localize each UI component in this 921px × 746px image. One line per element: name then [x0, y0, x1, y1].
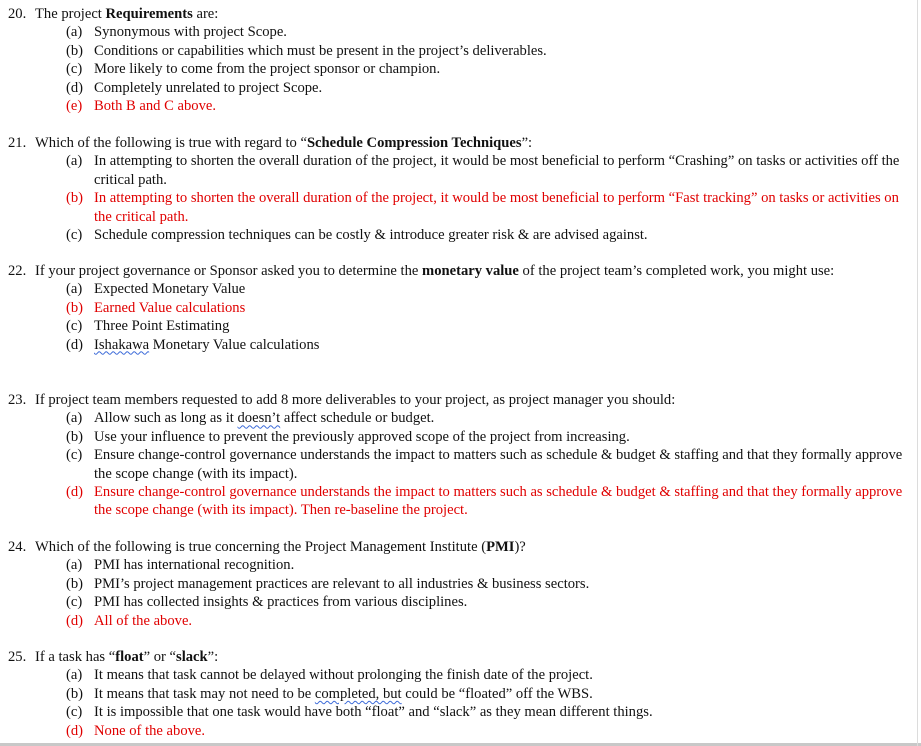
- question-stem: [8, 262, 907, 280]
- text-run: PMI’s project management practices are relevant to all industries & business sectors.: [94, 575, 590, 592]
- text-run: Allow such as long as it: [94, 410, 238, 427]
- answer-option-correct: [34, 299, 907, 317]
- answer-option: [34, 280, 907, 298]
- answer-option: [34, 556, 907, 574]
- text-run: Expected Monetary Value: [94, 281, 246, 298]
- text-run: Completely unrelated to project Scope.: [94, 79, 323, 96]
- option-label: (d): [66, 336, 84, 353]
- text-run: In attempting to shorten the overall duration of the project, it would be most beneficial to perform “Crashing” on tasks or activities off the critical path.: [94, 153, 900, 188]
- answer-option: [34, 593, 907, 611]
- text-run: Ensure change-control governance understands the impact to matters such as schedule & budget & staffing and that they formally approve the scope change (with its impact).: [94, 447, 903, 482]
- question-23: [8, 391, 907, 520]
- text-run: Earned Value calculations: [94, 299, 246, 316]
- answer-option: [34, 42, 907, 60]
- text-run: More likely to come from the project sponsor or champion.: [94, 61, 441, 78]
- answer-option: [34, 23, 907, 41]
- question-number: 21.: [8, 135, 27, 151]
- answer-option: [34, 575, 907, 593]
- answer-option: [34, 336, 907, 354]
- text-run: PMI has international recognition.: [94, 557, 295, 574]
- page-right-rule: [917, 0, 918, 746]
- option-label: (a): [66, 557, 83, 574]
- bold-term: Requirements: [105, 6, 193, 22]
- text-run: Conditions or capabilities which must be present in the project’s deliverables.: [94, 42, 547, 59]
- text-run: Ensure change-control governance understands the impact to matters such as schedule & budget & staffing and that they formally approve the scope change (with its impact). Then re-baseline the project.: [94, 484, 903, 519]
- option-label: (a): [66, 281, 83, 298]
- text-run: could be “floated” off the WBS.: [401, 685, 593, 702]
- question-22: [8, 262, 907, 354]
- option-label: (c): [66, 318, 83, 335]
- option-label: (c): [66, 61, 83, 78]
- question-number: 22.: [8, 263, 27, 279]
- question-stem: [8, 538, 907, 556]
- text-run: ” or “: [143, 649, 177, 665]
- answer-option: [34, 317, 907, 335]
- answer-option-correct: [34, 722, 907, 740]
- answer-option-correct: [34, 97, 907, 115]
- spellcheck-word: completed, but: [314, 685, 402, 702]
- question-20: [8, 5, 907, 115]
- text-run: None of the above.: [94, 722, 206, 739]
- question-number: 23.: [8, 392, 27, 408]
- answer-option: [34, 703, 907, 721]
- question-number: 24.: [8, 539, 27, 555]
- option-label: (d): [66, 484, 84, 501]
- option-label: (b): [66, 190, 84, 207]
- option-label: (b): [66, 575, 84, 592]
- question-21: [8, 134, 907, 244]
- text-run: In attempting to shorten the overall duration of the project, it would be most beneficial to perform “Fast tracking” on tasks or activities on the critical path.: [94, 190, 899, 225]
- question-number: 25.: [8, 649, 27, 665]
- text-run: Schedule compression techniques can be costly & introduce greater risk & are advised against.: [94, 227, 648, 244]
- text-run: It means that task may not need to be: [94, 685, 315, 702]
- answer-option-correct: [34, 612, 907, 630]
- answer-option: [34, 685, 907, 703]
- option-label: (d): [66, 612, 84, 629]
- answer-option-correct: [34, 483, 907, 520]
- option-label: (c): [66, 227, 83, 244]
- answer-option: [34, 60, 907, 78]
- option-label: (e): [66, 98, 83, 115]
- text-run: All of the above.: [94, 612, 193, 629]
- bold-term: monetary value: [422, 263, 519, 279]
- text-run: If a task has “: [35, 649, 116, 665]
- option-label: (b): [66, 685, 84, 702]
- text-run: ”:: [521, 135, 533, 151]
- option-label: (a): [66, 667, 83, 684]
- text-run: are:: [192, 6, 219, 22]
- option-label: (d): [66, 79, 84, 96]
- option-label: (a): [66, 24, 83, 41]
- answer-option: [34, 79, 907, 97]
- option-label: (a): [66, 410, 83, 427]
- answer-option: [34, 666, 907, 684]
- answer-option: [34, 446, 907, 483]
- text-run: )?: [514, 539, 526, 555]
- text-run: It is impossible that one task would have both “float” and “slack” as they mean different things.: [94, 704, 653, 721]
- question-stem: [8, 134, 907, 152]
- option-label: (c): [66, 447, 83, 464]
- text-run: The project: [35, 6, 106, 22]
- answer-option: [34, 152, 907, 189]
- text-run: It means that task cannot be delayed without prolonging the finish date of the project.: [94, 667, 593, 684]
- text-run: Which of the following is true with regard to “: [35, 135, 307, 151]
- text-run: If project team members requested to add 8 more deliverables to your project, as project manager you should:: [35, 392, 676, 408]
- text-run: PMI has collected insights & practices from various disciplines.: [94, 594, 468, 611]
- option-label: (b): [66, 299, 84, 316]
- spellcheck-word: Ishakawa: [94, 336, 150, 353]
- text-run: Use your influence to prevent the previously approved scope of the project from increasing.: [94, 428, 630, 445]
- option-label: (d): [66, 722, 84, 739]
- question-stem: [8, 5, 907, 23]
- text-run: Three Point Estimating: [94, 318, 230, 335]
- bold-term: float: [115, 649, 144, 665]
- option-label: (b): [66, 428, 84, 445]
- option-label: (a): [66, 153, 83, 170]
- question-stem: [8, 648, 907, 666]
- text-run: If your project governance or Sponsor asked you to determine the: [35, 263, 423, 279]
- question-24: [8, 538, 907, 630]
- answer-option: [34, 226, 907, 244]
- text-run: Synonymous with project Scope.: [94, 24, 287, 41]
- option-label: (c): [66, 704, 83, 721]
- question-25: [8, 648, 907, 740]
- text-run: Monetary Value calculations: [149, 336, 320, 353]
- spellcheck-word: doesn’t: [237, 410, 281, 427]
- text-run: affect schedule or budget.: [280, 410, 435, 427]
- question-stem: [8, 391, 907, 409]
- answer-option: [34, 409, 907, 427]
- question-number: 20.: [8, 6, 27, 22]
- option-label: (c): [66, 594, 83, 611]
- bold-term: PMI: [486, 539, 515, 555]
- answer-option-correct: [34, 189, 907, 226]
- bold-term: Schedule Compression Techniques: [306, 135, 522, 151]
- text-run: ”:: [207, 649, 219, 665]
- text-run: Which of the following is true concerning the Project Management Institute (: [35, 539, 487, 555]
- bold-term: slack: [176, 649, 208, 665]
- answer-option: [34, 428, 907, 446]
- text-run: Both B and C above.: [94, 98, 217, 115]
- option-label: (b): [66, 42, 84, 59]
- text-run: of the project team’s completed work, you might use:: [518, 263, 835, 279]
